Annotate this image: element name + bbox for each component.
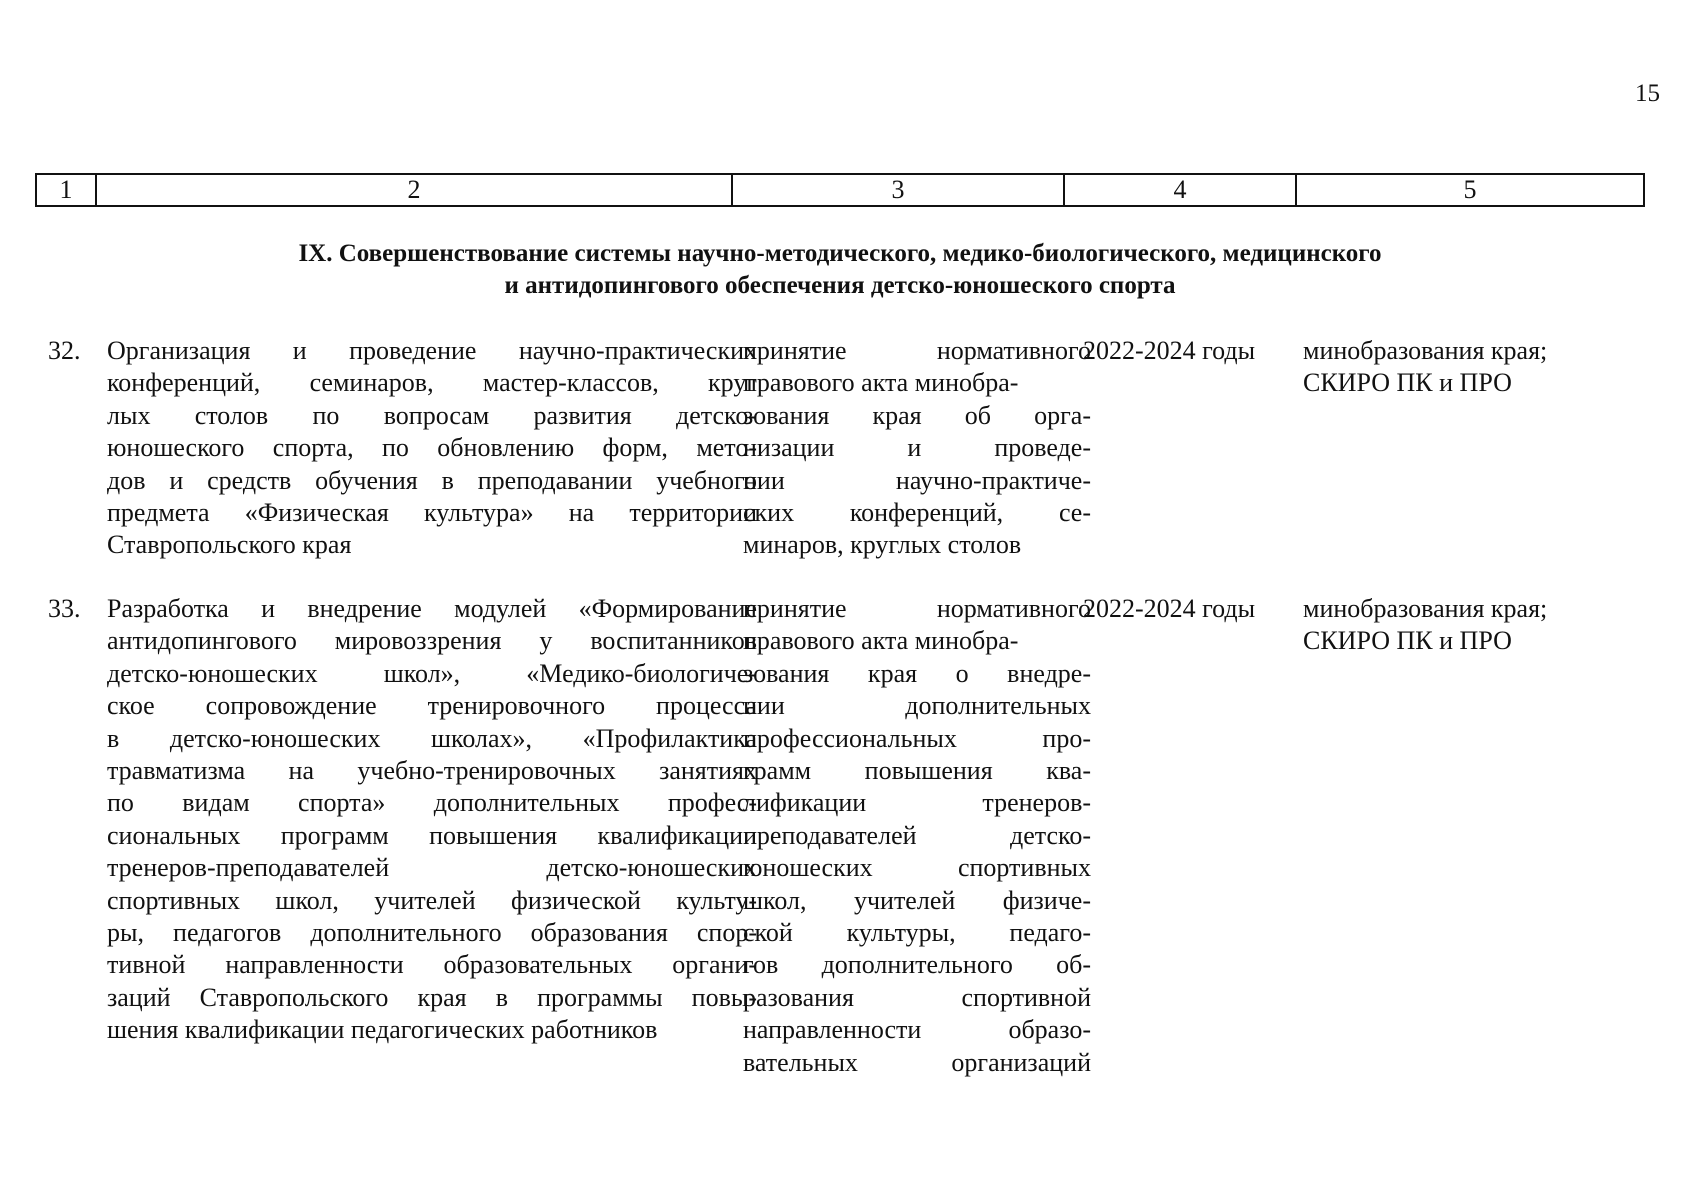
result-line: направленности образо-: [743, 1015, 1091, 1045]
row-number: 33.: [48, 594, 81, 623]
header-col-5: 5: [1463, 175, 1477, 204]
result-line: принятие нормативного: [743, 594, 1091, 623]
section-title: [180, 238, 1500, 302]
row-description: [107, 335, 757, 562]
responsible-line: минобразования края;: [1303, 336, 1548, 365]
description-line: Разработка и внедрение модулей «Формирование: [107, 594, 757, 623]
responsible-line: СКИРО ПК и ПРО: [1303, 626, 1512, 656]
description-line: ры, педагогов дополнительного образования спор-: [107, 918, 757, 948]
result-line: правового акта минобра-: [743, 368, 1019, 398]
description-line: антидопингового мировоззрения у воспитанников: [107, 626, 757, 656]
page-number: 15: [1635, 80, 1660, 107]
result-line: преподавателей детско-: [743, 820, 1091, 850]
description-line: юношеского спорта, по обновлению форм, мето-: [107, 433, 757, 463]
result-line: принятие нормативного: [743, 336, 1091, 365]
description-line: дов и средств обучения в преподавании учебного: [107, 465, 757, 495]
header-col-3: 3: [733, 175, 1065, 205]
result-line: нии дополнительных: [743, 691, 1091, 721]
result-line: правового акта минобра-: [743, 626, 1019, 656]
description-line: по видам спорта» дополнительных профес-: [107, 788, 757, 818]
result-line: минаров, круглых столов: [743, 530, 1022, 560]
row-responsible: [1303, 335, 1643, 400]
result-line: лификации тренеров-: [743, 788, 1091, 818]
result-line: разования спортивной: [743, 982, 1091, 1012]
responsible-line: минобразования края;: [1303, 594, 1548, 623]
result-line: школ, учителей физиче-: [743, 885, 1091, 915]
row-term: 2022-2024 годы: [1083, 336, 1256, 365]
description-line: травматизма на учебно-тренировочных занятиях: [107, 756, 757, 786]
description-line: предмета «Физическая культура» на территории: [107, 498, 757, 528]
description-line: Ставропольского края: [107, 530, 352, 560]
result-line: грамм повышения ква-: [743, 756, 1091, 786]
description-line: тивной направленности образовательных органи-: [107, 950, 757, 980]
description-line: конференций, семинаров, мастер-классов, круг: [107, 368, 757, 398]
header-col-2: 2: [97, 175, 733, 205]
result-line: юношеских спортивных: [743, 853, 1091, 883]
result-line: зования края о внедре-: [743, 658, 1091, 688]
result-line: профессиональных про-: [743, 723, 1091, 753]
result-line: зования края об орга-: [743, 400, 1091, 430]
result-line: ских конференций, се-: [743, 498, 1091, 528]
description-line: в детско-юношеских школах», «Профилактика: [107, 723, 757, 753]
row-number: 32.: [48, 336, 81, 365]
table-header-row: [35, 173, 1645, 207]
description-line: шения квалификации педагогических работников: [107, 1015, 658, 1045]
description-line: тренеров-преподавателей детско-юношеских: [107, 853, 757, 883]
section-title-line-1: IX. Совершенствование системы научно-методического, медико-биологического, медицинского: [298, 240, 1382, 267]
result-line: низации и проведе-: [743, 433, 1091, 463]
responsible-line: СКИРО ПК и ПРО: [1303, 368, 1512, 398]
description-line: лых столов по вопросам развития детско-: [107, 400, 757, 430]
result-line: ской культуры, педаго-: [743, 918, 1091, 948]
result-line: вательных организаций: [743, 1047, 1091, 1077]
description-line: ское сопровождение тренировочного процесса: [107, 691, 757, 721]
section-title-line-2: и антидопингового обеспечения детско-юношеского спорта: [504, 272, 1176, 299]
result-line: нии научно-практиче-: [743, 465, 1091, 495]
description-line: сиональных программ повышения квалификации: [107, 820, 757, 850]
row-result: [743, 593, 1091, 1079]
description-line: детско-юношеских школ», «Медико-биологиче-: [107, 658, 757, 688]
description-line: Организация и проведение научно-практических: [107, 336, 757, 365]
row-result: [743, 335, 1091, 562]
row-term: 2022-2024 годы: [1083, 594, 1256, 623]
description-line: заций Ставропольского края в программы повы-: [107, 982, 757, 1012]
row-responsible: [1303, 593, 1643, 658]
result-line: гов дополнительного об-: [743, 950, 1091, 980]
header-col-1: 1: [37, 175, 97, 205]
row-description: [107, 593, 757, 1047]
header-col-4: 4: [1065, 175, 1297, 205]
description-line: спортивных школ, учителей физической культу-: [107, 885, 757, 915]
